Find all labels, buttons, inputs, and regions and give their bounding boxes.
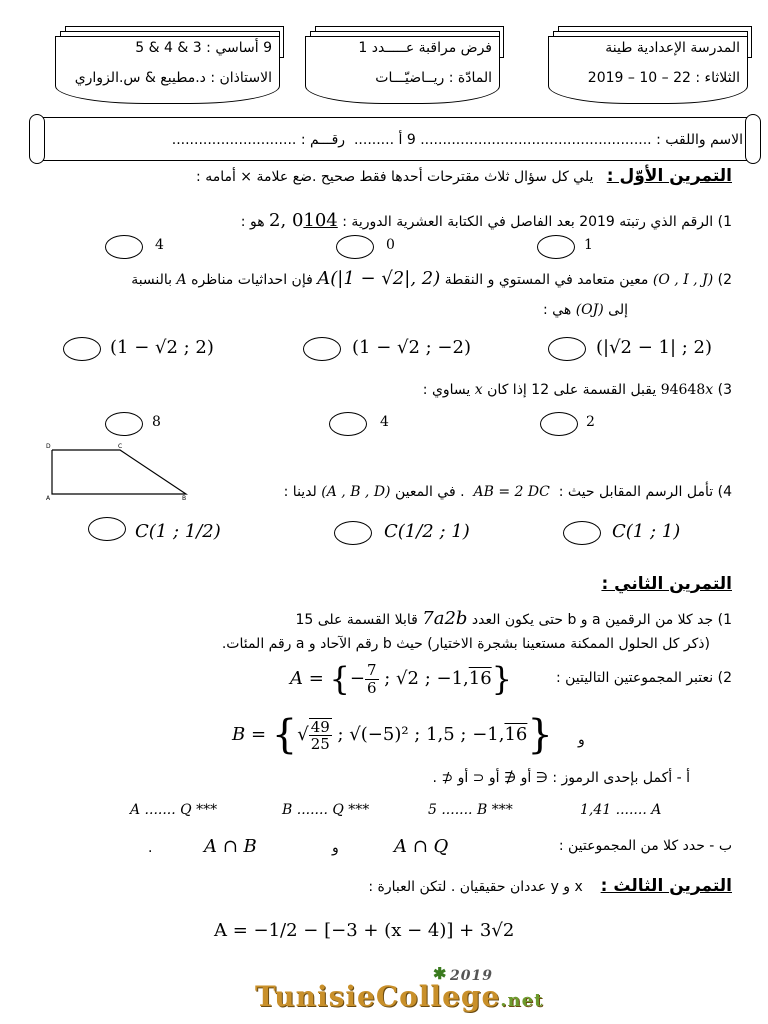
q4-option2-label: C(1/2 ; 1) — [384, 521, 470, 542]
school-name: المدرسة الإعدادية طينة — [605, 40, 740, 56]
ex1-q2-line1: 2) (O , I , J) معين متعامد في المستوي و النقطة A(|1 − √2|, 2) فإن احداثيات مناظره A بالنسبة — [131, 268, 732, 289]
tunisiecollege-logo: ✱ 2019 TunisieCollege.net — [255, 964, 544, 1013]
q1-option1-label: 1 — [584, 237, 593, 253]
set-a: A = {− $\frac{7}{6}$ ; √2 ; −1,16} — [290, 660, 513, 698]
periodic-number: 2, 0104 — [269, 210, 338, 231]
q4-option3-label: C(1 ; 1/2) — [135, 521, 221, 542]
q4-option2-checkbox[interactable] — [334, 521, 372, 545]
class-level: 9 أساسي : 3 & 4 & 5 — [135, 40, 272, 56]
exam-title: فرض مراقبة عـــــدد 1 — [358, 40, 492, 56]
set-b: B = {√ $\frac{49}{25}$ ; √(−5)² ; 1,5 ; −1,16} — [232, 712, 553, 758]
ex3-text: x و y عددان حقيقيان . لتكن العبارة : — [368, 879, 583, 895]
class-field[interactable]: ......... — [353, 132, 395, 148]
q2-option2-label: (1 − √2 ; −2) — [352, 337, 471, 358]
q3-option1-checkbox[interactable] — [540, 412, 578, 436]
frame-oij: (O , I , J) — [652, 272, 714, 288]
q3-option2-label: 4 — [380, 414, 389, 430]
ex1-q1: 1) الرقم الذي رتبته 2019 بعد الفاصل في الكتابة العشرية الدورية : 2, 0104 هو : — [240, 210, 732, 231]
ex1-q3: 3) 94648x يقبل القسمة على 12 إذا كان x يساوي : — [422, 382, 732, 398]
number-label: رقـــم : — [300, 132, 346, 148]
ex2-q1-line1: 1) جد كلا من الرقمين a و b حتى يكون العدد 7a2b قابلا القسمة على 15 — [295, 608, 732, 629]
number-field[interactable]: ............................ — [171, 132, 297, 148]
header-school-box — [548, 26, 748, 104]
ex1-title: التمرين الأوّل : — [606, 166, 732, 186]
q3-option3-label: 8 — [152, 414, 161, 430]
q2-option1-label: (|√2 − 1| ; 2) — [596, 337, 713, 358]
ex2-q2-intro: 2) نعتبر المجموعتين التاليتين : — [555, 670, 732, 686]
trapezoid-figure — [44, 440, 194, 502]
part-b-instruction: ب - حدد كلا من المجموعتين : — [558, 838, 732, 854]
q2-option1-checkbox[interactable] — [548, 337, 586, 361]
ex1-q2-line2: إلى (OJ) هي : — [543, 302, 628, 318]
and-label: و — [578, 732, 585, 748]
q3-option3-checkbox[interactable] — [105, 412, 143, 436]
exam-date: الثلاثاء : 22 – 10 – 2019 — [587, 70, 740, 86]
q4-option1-checkbox[interactable] — [563, 521, 601, 545]
q2-option2-checkbox[interactable] — [303, 337, 341, 361]
q1-option2-checkbox[interactable] — [336, 235, 374, 259]
fig-label-b: B — [182, 495, 187, 502]
header-class-box — [55, 26, 280, 104]
part-b-dot: . — [148, 840, 153, 856]
fig-label-a: A — [46, 495, 51, 502]
name-field[interactable]: .................................................... — [420, 132, 652, 148]
ex1-header — [196, 166, 732, 186]
q1-option1-checkbox[interactable] — [537, 235, 575, 259]
fig-label-d: D — [46, 443, 51, 450]
exam-subject: المادّة : ريــاضيّـــات — [375, 70, 492, 86]
part-b-set2: A ∩ B — [204, 836, 257, 857]
q1-option3-checkbox[interactable] — [105, 235, 143, 259]
class-label: 9 أ — [398, 132, 416, 148]
palm-icon: ✱ — [433, 964, 448, 983]
part-a-item1[interactable]: A ....... Q *** — [130, 802, 218, 818]
q3-number: 94648x — [660, 382, 714, 398]
q4-option1-label: C(1 ; 1) — [612, 521, 681, 542]
part-a-item3[interactable]: 5 ....... B *** — [428, 802, 513, 818]
ex3-expression: A = −1/2 − [−3 + (x − 4)] + 3√2 — [214, 920, 515, 941]
ex3-header — [368, 876, 732, 896]
student-info-line — [172, 132, 743, 148]
q2-option3-checkbox[interactable] — [63, 337, 101, 361]
q4-option3-checkbox[interactable] — [88, 517, 126, 541]
ex2-title: التمرين الثاني : — [601, 574, 732, 594]
ex1-q4: 4) تأمل الرسم المقابل حيث : AB = 2 DC . في المعين (A , B , D) لدينا : — [283, 484, 732, 500]
part-b-set1: A ∩ Q — [394, 836, 449, 857]
ex1-q1-text: الرقم الذي رتبته 2019 بعد الفاصل في الكتابة العشرية الدورية : — [342, 214, 714, 230]
q2-option3-label: (1 − √2 ; 2) — [110, 337, 214, 358]
q1-option3-label: 4 — [155, 237, 164, 253]
teachers: الاستاذان : د.مطيبع & س.الزواري — [74, 70, 272, 86]
student-info-banner — [38, 117, 752, 161]
ex2-q1-line2: (ذكر كل الحلول الممكنة مستعينا بشجرة الاختيار) حيث b رقم الآحاد و a رقم المئات. — [221, 636, 710, 652]
point-a: A(|1 − √2|, 2) — [317, 268, 441, 289]
fig-label-c: C — [118, 443, 123, 450]
q3-option2-checkbox[interactable] — [329, 412, 367, 436]
part-b-and: و — [332, 840, 339, 856]
part-a-item4[interactable]: 1,41 ....... A — [580, 802, 662, 818]
q3-option1-label: 2 — [586, 414, 595, 430]
ex1-instruction: يلي كل سؤال ثلاث مقترحات أحدها فقط صحيح .ضع علامة × أمامه : — [196, 169, 594, 185]
name-label: الاسم واللقب : — [656, 132, 743, 148]
header-exam-box — [305, 26, 500, 104]
part-a-item2[interactable]: B ....... Q *** — [282, 802, 370, 818]
q1-option2-label: 0 — [386, 237, 395, 253]
part-a-instruction: أ - أكمل بإحدى الرموز : ∈ أو ∉ أو ⊂ أو ⊄ . — [432, 770, 690, 786]
ex3-title: التمرين الثالث : — [600, 876, 732, 896]
